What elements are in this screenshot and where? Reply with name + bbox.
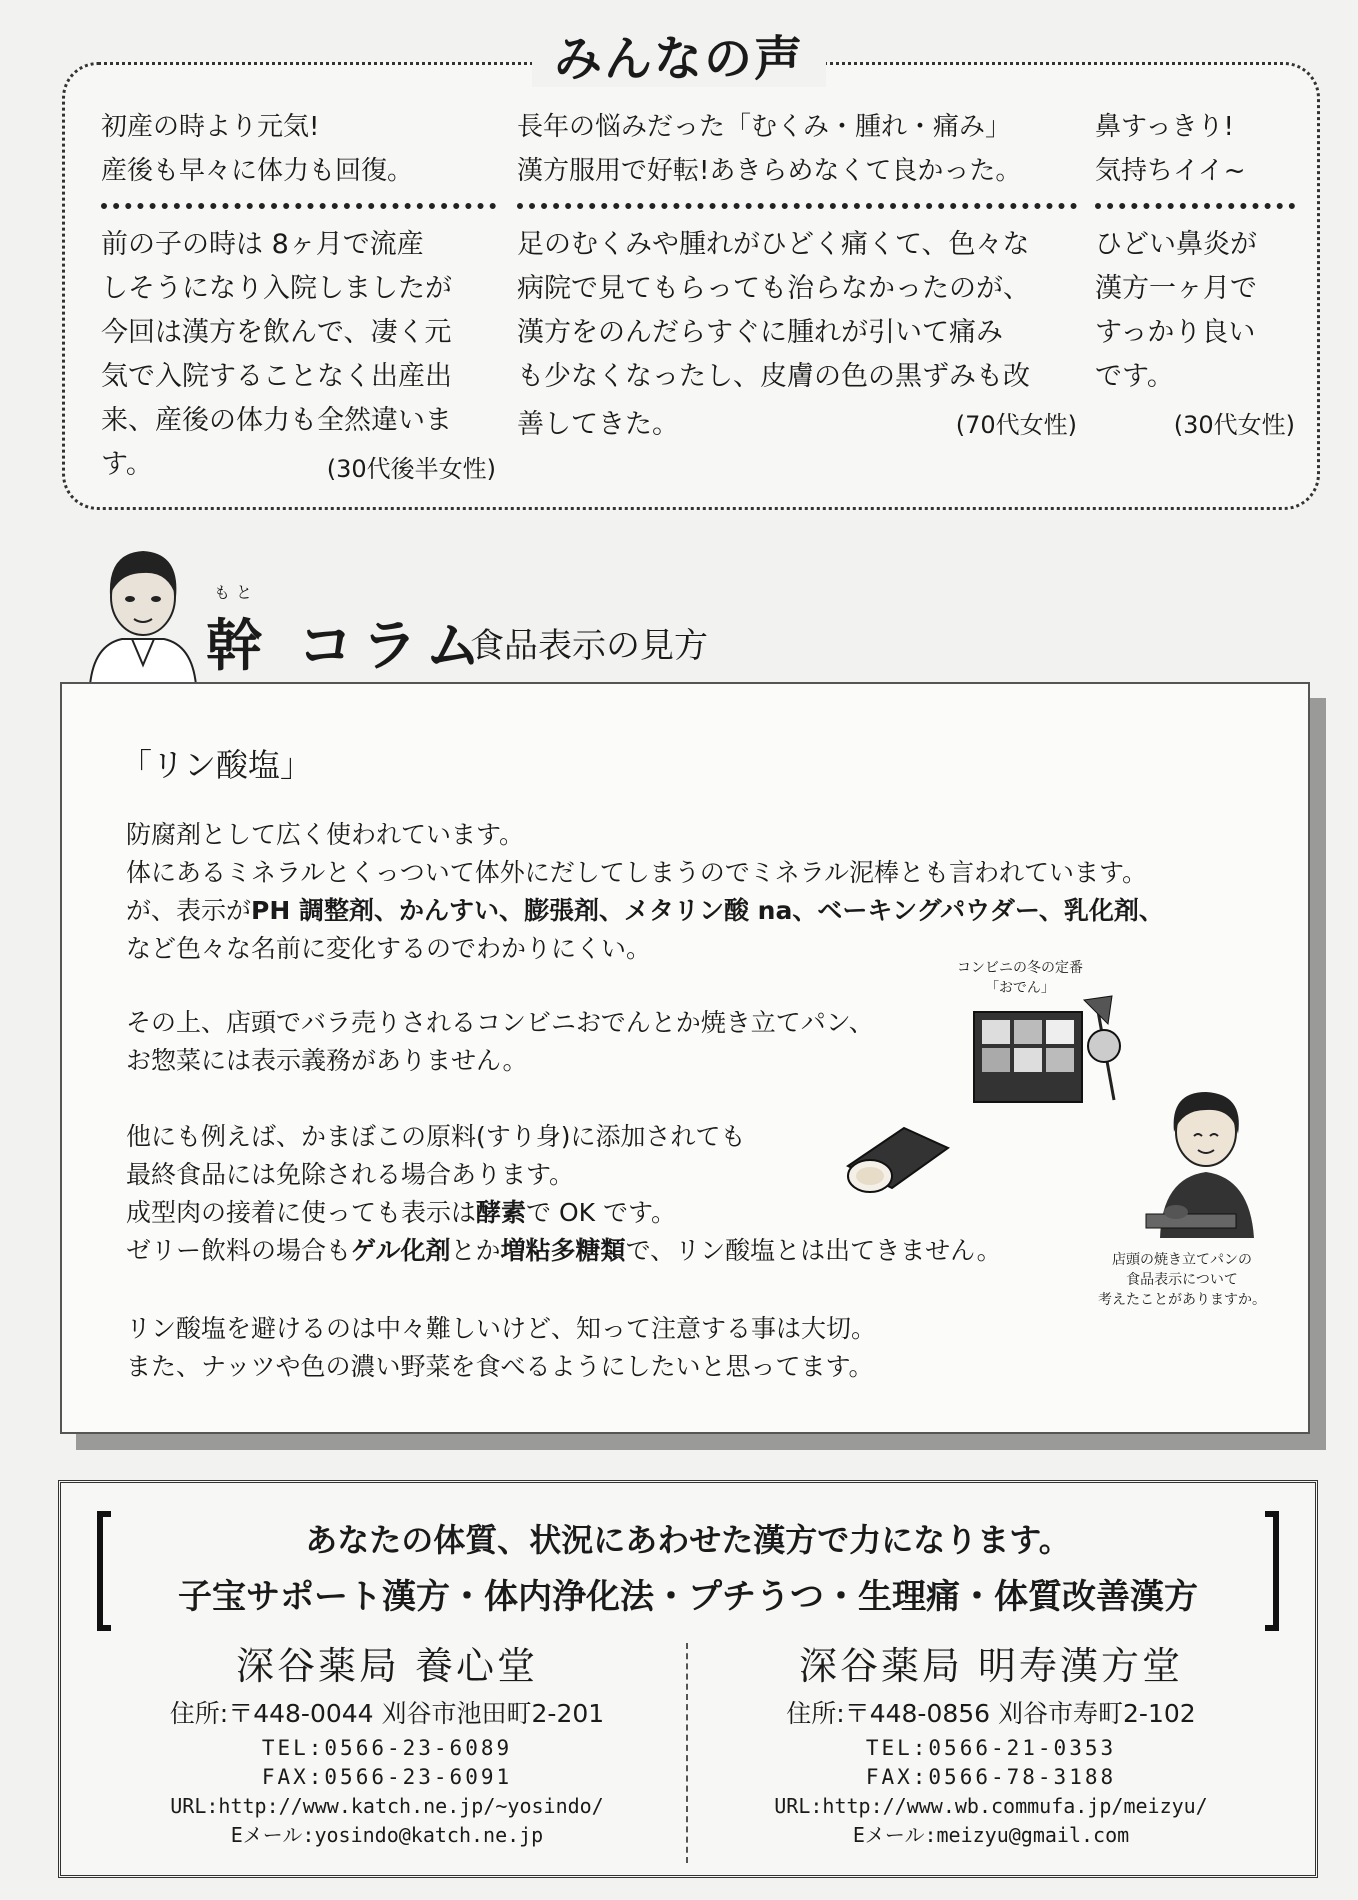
baker-illustration <box>1140 1078 1260 1238</box>
voice-body: 前の子の時は 8ヶ月で流産 しそうになり入院しましたが 今回は漢方を飲んで、凄く元 気で入院することなく出産出 来、産後の体力も全然違いま す。 (30代後半女性) <box>101 223 496 491</box>
store-fax: FAX:0566-78-3188 <box>865 1765 1117 1789</box>
dotted-divider <box>1095 203 1295 209</box>
voices-title: みんなの声 <box>0 20 1358 89</box>
column-paragraph-3: 他にも例えば、かまぼこの原料(すり身)に添加されても 最終食品には免除される場合あります。 成型肉の接着に使っても表示は酵素で OK です。 ゼリー飲料の場合もゲル化剤とか増粘多糖類で、リン酸塩とは出てきません。 <box>126 1122 1002 1265</box>
store-address: 住所:〒448-0044 刈谷市池田町2-201 <box>169 1699 605 1728</box>
column-title-ruby: もと <box>214 583 259 602</box>
store-email[interactable]: Eメール:meizyu@gmail.com <box>852 1823 1130 1847</box>
oden-illustration <box>966 990 1126 1110</box>
column-title: 幹 コラム <box>206 614 489 679</box>
store-name: 深谷薬局 養心堂 <box>235 1644 539 1688</box>
store-name: 深谷薬局 明寿漢方堂 <box>798 1644 1184 1688</box>
column-subtitle: 食品表示の見方 <box>470 626 708 666</box>
oden-caption: コンビニの冬の定番 「おでん」 <box>957 960 1083 996</box>
voice-age: (70代女性) <box>955 411 1077 439</box>
voice-heading: 鼻すっきり! 気持ちイイ~ <box>1095 112 1246 186</box>
voice-age: (30代後半女性) <box>326 455 496 483</box>
store-address: 住所:〒448-0856 刈谷市寿町2-102 <box>786 1699 1196 1728</box>
voices-box <box>62 62 1320 510</box>
voice-age: (30代女性) <box>1173 411 1295 439</box>
store-yoshindo <box>107 1638 667 1850</box>
dotted-divider <box>101 203 496 209</box>
column-paragraph-1: 防腐剤として広く使われています。 体にあるミネラルとくっついて体外にだしてしまうのでミネラル泥棒とも言われています。 が、表示がPH 調整剤、かんすい、膨張剤、メタリン酸 na、ベーキングパウダー、乳化剤、 など色々な名前に変化するのでわかりにくい。 <box>126 820 1164 963</box>
column-paragraph-4: リン酸塩を避けるのは中々難しいけど、知って注意する事は大切。 また、ナッツや色の濃い野菜を食べるようにしたいと思ってます。 <box>126 1314 877 1381</box>
store-tel: TEL:0566-23-6089 <box>261 1736 513 1760</box>
voice-body: ひどい鼻炎が 漢方一ヶ月で すっかり良い です。 (30代女性) <box>1095 223 1295 447</box>
store-tel: TEL:0566-21-0353 <box>865 1736 1117 1760</box>
pharmacist-avatar-illustration <box>82 535 204 685</box>
kamaboko-illustration <box>842 1118 954 1198</box>
voice-heading: 初産の時より元気! 産後も早々に体力も回復。 <box>101 112 414 186</box>
store-url[interactable]: URL:http://www.wb.commufa.jp/meizyu/ <box>774 1794 1208 1818</box>
voice-card-1 <box>101 105 496 491</box>
store-fax: FAX:0566-23-6091 <box>261 1765 513 1789</box>
footer-divider <box>686 1643 688 1863</box>
store-url[interactable]: URL:http://www.katch.ne.jp/~yosindo/ <box>170 1794 604 1818</box>
dotted-divider <box>517 203 1077 209</box>
voice-heading: 長年の悩みだった「むくみ・腫れ・痛み」 漢方服用で好転!あきらめなくて良かった。 <box>517 112 1022 186</box>
voice-card-3 <box>1095 105 1295 447</box>
footer-services: 子宝サポート漢方・体内浄化法・プチうつ・生理痛・体質改善漢方 <box>178 1577 1198 1617</box>
bread-caption: 店頭の焼き立てパンの 食品表示について 考えたことがありますか。 <box>1098 1252 1266 1308</box>
pharmacy-footer <box>58 1480 1318 1878</box>
voice-body: 足のむくみや腫れがひどく痛くて、色々な 病院で見てもらっても治らなかったのが、 漢方をのんだらすぐに腫れが引いて痛み も少なくなったし、皮膚の色の黒ずみも改 善してきた。 (70代女性) <box>517 223 1077 447</box>
voice-card-2 <box>517 105 1077 447</box>
column-paragraph-2: その上、店頭でバラ売りされるコンビニおでんとか焼き立てパン、 お惣菜には表示義務がありません。 <box>126 1008 874 1075</box>
footer-tagline: あなたの体質、状況にあわせた漢方で力になります。 <box>305 1521 1071 1559</box>
store-email[interactable]: Eメール:yosindo@katch.ne.jp <box>230 1823 544 1847</box>
store-meizyu <box>711 1638 1271 1850</box>
column-heading: 「リン酸塩」 <box>120 746 313 784</box>
